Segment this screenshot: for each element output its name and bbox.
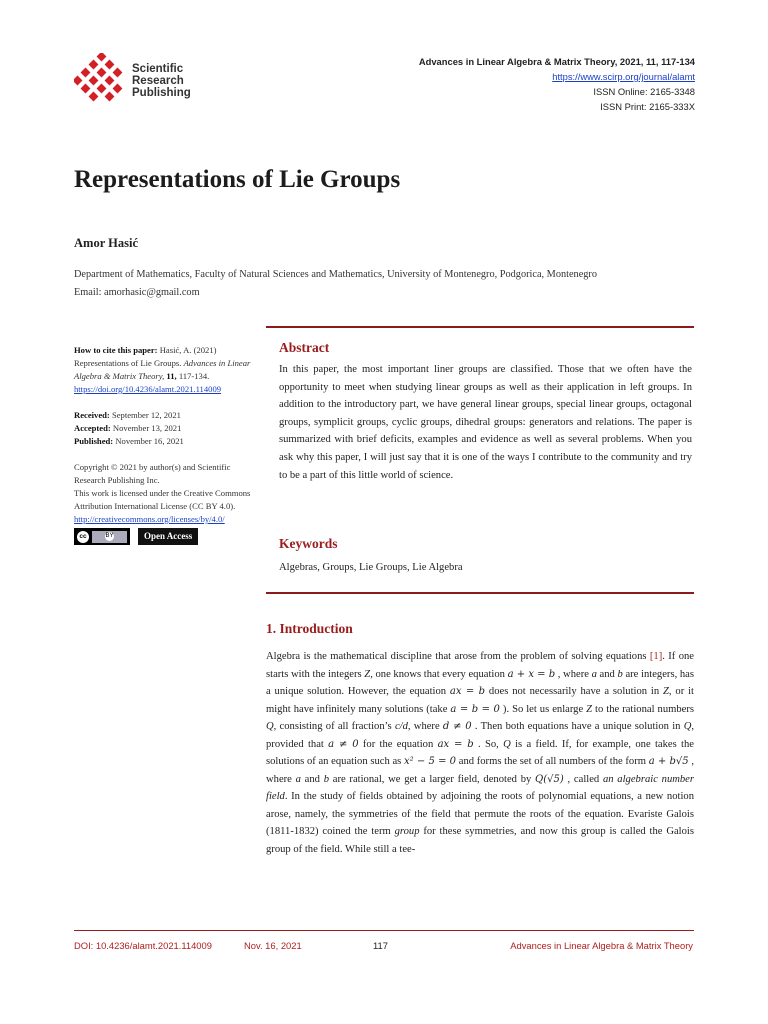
footer-date: Nov. 16, 2021: [244, 940, 302, 951]
intro-text: . So,: [473, 738, 504, 750]
abstract-heading: Abstract: [279, 340, 330, 355]
intro-text: , one knows that every equation: [370, 668, 508, 680]
intro-text: . Then both equations have a unique solution in: [471, 721, 684, 732]
intro-text: for the equation: [358, 738, 438, 750]
symbol-q: Q: [503, 738, 511, 750]
emphasis: an algebraic number field: [266, 773, 695, 802]
affiliation-block: [74, 266, 597, 302]
page-number: 117: [373, 940, 388, 951]
accepted-date: November 13, 2021: [112, 423, 182, 433]
affiliation: Department of Mathematics, Faculty of Natural Sciences and Mathematics, University of Montenegro, Podgorica, Montenegro: [74, 269, 597, 280]
citation-sidebar: [74, 344, 264, 545]
by-icon: [92, 531, 127, 543]
equation: d ≠ 0: [442, 721, 472, 732]
intro-text: for these symmetries, and now this group is called the Galois group of the field. While still a tee-: [266, 826, 694, 855]
cc-icon: cc: [77, 531, 89, 543]
by-label: BY: [105, 533, 114, 539]
keywords-text: Algebras, Groups, Lie Groups, Lie Algebra: [279, 562, 463, 573]
symbol-b: b: [323, 773, 329, 785]
cite-journal: Advances in Linear Algebra & Matrix Theory,: [74, 358, 251, 381]
equation: ax = b: [437, 738, 474, 750]
equation: a ≠ 0: [328, 738, 359, 750]
cite-volume: 11,: [166, 371, 177, 381]
introduction-heading: 1. Introduction: [266, 621, 353, 636]
published-date: November 16, 2021: [115, 436, 184, 446]
publisher-line1: Scientific: [132, 63, 184, 75]
cite-author: Hasić, A. (2021): [159, 345, 217, 355]
publisher-logo: [74, 53, 198, 107]
intro-text: , called: [563, 773, 603, 785]
published-row: [74, 435, 264, 448]
copyright: Copyright © 2021 by author(s) and Scientific Research Publishing Inc.: [74, 462, 231, 485]
equation: ax = b: [449, 686, 486, 697]
symbol-q: Q: [266, 721, 274, 732]
footer-doi: DOI: 10.4236/alamt.2021.114009: [74, 940, 212, 951]
intro-text: and: [300, 773, 324, 785]
keywords-rule: [266, 592, 694, 594]
introduction-paragraph: [266, 648, 694, 858]
intro-text: , where: [407, 721, 443, 732]
symbol-z: Z: [364, 668, 371, 680]
open-access-badge: Open Access: [138, 528, 198, 545]
journal-url-link[interactable]: https://www.scirp.org/journal/alamt: [552, 71, 695, 82]
accepted-row: [74, 422, 264, 435]
intro-text: , consisting of all fraction’s: [273, 721, 395, 732]
introduction-text: [266, 648, 694, 858]
intro-text: , provided that: [266, 721, 694, 750]
paper-title: Representations of Lie Groups: [74, 166, 401, 193]
intro-text: does not necessarily have a solution in: [485, 686, 664, 697]
cite-label: How to cite this paper:: [74, 345, 158, 355]
symbol-a: a: [295, 773, 301, 785]
intro-text: and: [596, 668, 618, 680]
symbol-cd: c/d: [394, 721, 408, 732]
intro-text: ). So let us enlarge: [499, 703, 587, 715]
publisher-name: [132, 63, 191, 99]
license-text: This work is licensed under the Creative Commons Attribution International License (CC BY 4.0).: [74, 488, 251, 511]
intro-text: . In the study of fields obtained by adjoining the roots of polynomial equations, a new notion arose, namely, the symmetries of the field that permute the roots of the equation. Evariste Galois (1811-1832) coined the term: [266, 791, 694, 837]
license-link[interactable]: http://creativecommons.org/licenses/by/4.0/: [74, 514, 225, 524]
how-to-cite: [74, 344, 264, 396]
received-row: [74, 409, 264, 422]
journal-citation: Advances in Linear Algebra & Matrix Theory, 2021, 11, 117-134: [418, 56, 695, 67]
cc-by-badge[interactable]: [74, 528, 130, 545]
intro-text: and forms the set of all numbers of the form: [456, 756, 649, 767]
publisher-line3: Publishing: [132, 87, 191, 99]
intro-text: are integers, has a unique solution. However, the equation: [266, 668, 694, 697]
intro-text: are rational, we get a larger field, denoted by: [329, 773, 536, 785]
issn-online: ISSN Online: 2165-3348: [593, 86, 695, 97]
intro-text: , where: [555, 668, 592, 680]
symbol-z: Z: [586, 703, 593, 715]
equation: a + b√5: [648, 756, 689, 767]
received-date: September 12, 2021: [111, 410, 181, 420]
equation: a + x = b: [507, 668, 556, 680]
symbol-q: Q: [683, 721, 692, 732]
intro-text: to the rational numbers: [592, 703, 695, 715]
intro-text: is a field. If, for example, one takes the solutions of an equation such as: [266, 738, 695, 767]
author-email[interactable]: Email: amorhasic@gmail.com: [74, 287, 200, 298]
publisher-logo-icon: [74, 53, 130, 107]
abstract-rule: [266, 326, 694, 328]
issn-print: ISSN Print: 2165-333X: [600, 101, 695, 112]
intro-text: , or it might have infinitely many solutions (take: [266, 686, 694, 715]
publisher-line2: Research: [132, 75, 184, 87]
cite-pages: 117-134.: [178, 371, 210, 381]
symbol-b: b: [617, 668, 623, 680]
keywords-heading: Keywords: [279, 536, 338, 551]
intro-text: , where: [266, 756, 694, 785]
symbol-a: a: [591, 668, 597, 680]
equation: a = b = 0: [450, 703, 500, 715]
emphasis: group: [394, 826, 420, 837]
abstract-text: In this paper, the most important liner groups are classified. Those that we often have the opportunity to meet when studying linear groups as well as their application in left groups. In addition to the introductory part, we have general linear groups, special linear groups, octagonal groups, symplicit groups, cyclic groups, dihedral groups: generators and relations. The paper is summarized with brief deficits, examples and evidence as well as several problems. When you ask why this paper, I will just say that it is one of the ways I contribute to the community and try to be a part of this little world of science.: [279, 364, 692, 481]
equation: Q(√5): [535, 773, 564, 785]
received-label: Received:: [74, 410, 110, 420]
copyright-block: [74, 461, 264, 545]
published-label: Published:: [74, 436, 114, 446]
doi-link[interactable]: https://doi.org/10.4236/alamt.2021.114009: [74, 384, 222, 394]
intro-text: . If one starts with the integers: [266, 651, 694, 680]
accepted-label: Accepted:: [74, 423, 111, 433]
footer-rule: [74, 930, 694, 931]
footer-journal: Advances in Linear Algebra & Matrix Theory: [510, 940, 693, 951]
cite-title: Representations of Lie Groups.: [74, 358, 182, 368]
author-name: Amor Hasić: [74, 236, 138, 250]
journal-header: [419, 54, 695, 114]
license-badges: [74, 528, 264, 545]
reference-link[interactable]: [1]: [649, 651, 663, 662]
symbol-z: Z: [663, 686, 669, 697]
intro-text: Algebra is the mathematical discipline that arose from the problem of solving equations: [266, 651, 650, 662]
equation: x² − 5 = 0: [404, 756, 457, 767]
dates: [74, 409, 264, 448]
